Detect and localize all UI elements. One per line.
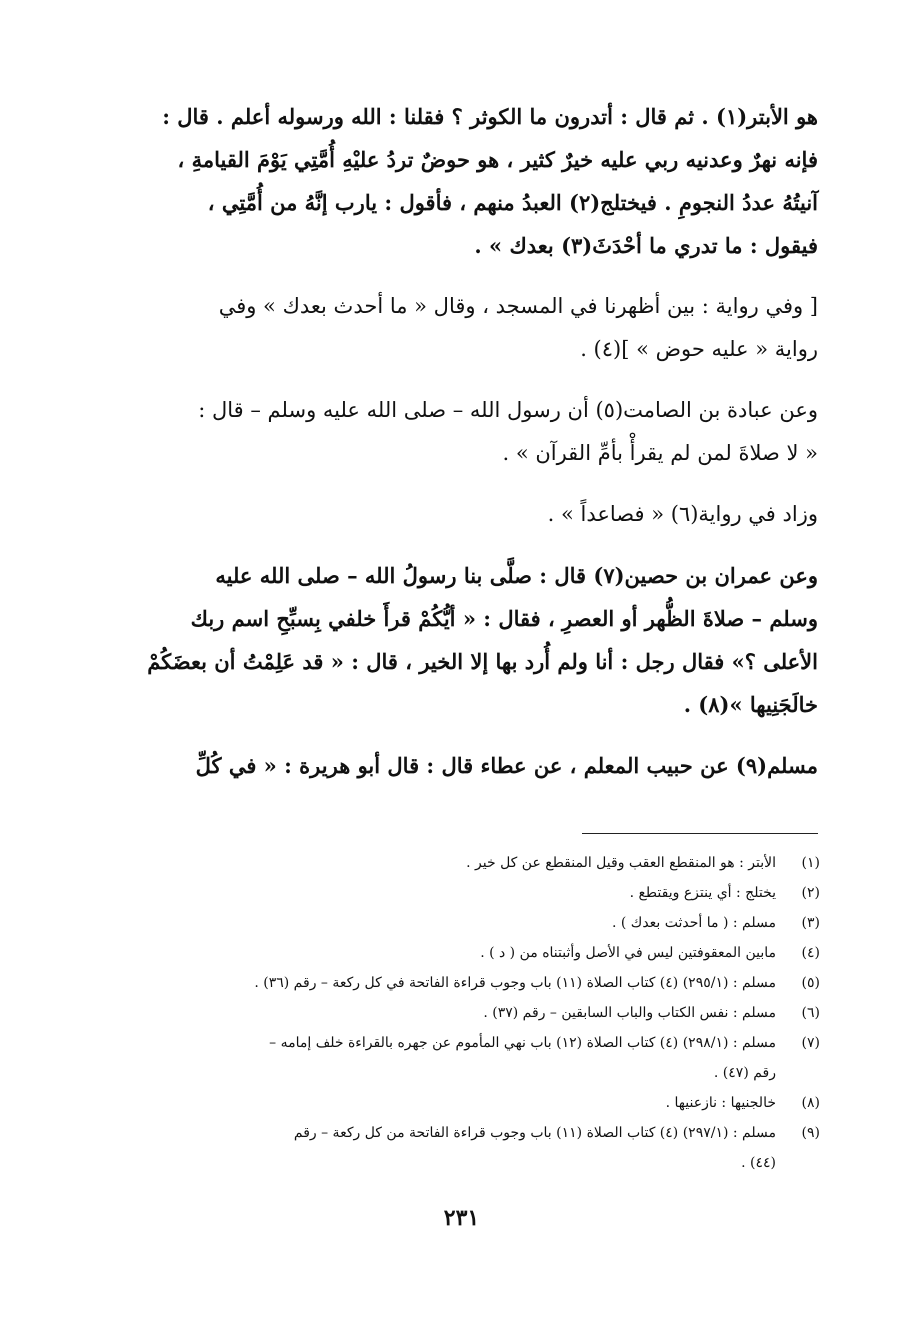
footnote-number: (٨): [801, 1095, 820, 1111]
paragraph-imran: [110, 554, 818, 726]
footnote-line: خالجنيها : نازعنيها .: [665, 1095, 776, 1111]
footnote-item: [100, 938, 824, 968]
footnote-text: [100, 878, 776, 908]
text-line: خالَجَنِيها »(٨) .: [683, 692, 818, 717]
footnote-item: [100, 1028, 824, 1088]
paragraph-zada: [110, 493, 818, 536]
text-line: [ وفي رواية : بين أظهرنا في المسجد ، وقال « ما أحدث بعدك » وفي: [218, 294, 818, 318]
footnote-number: (١): [801, 855, 820, 871]
text-line: « لا صلاةَ لمن لم يقرأْ بأمِّ القرآن » .: [502, 441, 818, 465]
footnote-text: [100, 1118, 776, 1178]
footnote-number: (٩): [801, 1125, 820, 1141]
footnote-line: مسلم : (٢٩٧/١) (٤) كتاب الصلاة (١١) باب وجوب قراءة الفاتحة من كل ركعة – رقم: [293, 1125, 776, 1141]
footnote-item: [100, 998, 824, 1028]
text-line: فيقول : ما تدري ما أحْدَثَ(٣) بعدك » .: [474, 233, 818, 258]
footnote-item: [100, 968, 824, 998]
text-line: وزاد في رواية(٦) « فصاعداً » .: [547, 502, 818, 526]
paragraph-kawthar: [110, 95, 818, 267]
footnote-text: [100, 908, 776, 938]
footnote-item: [100, 1118, 824, 1178]
footnote-line: مسلم : (٢٩٥/١) (٤) كتاب الصلاة (١١) باب وجوب قراءة الفاتحة في كل ركعة – رقم (٣٦) .: [254, 975, 776, 991]
footnote-number: (٧): [801, 1035, 820, 1051]
footnote-line: مسلم : نفس الكتاب والباب السابقين – رقم (٣٧) .: [483, 1005, 776, 1021]
text-line: فإنه نهرٌ وعدنيه ربي عليه خيرٌ كثير ، هو حوضٌ تردُ عليْهِ أُمَّتِي يَوْمَ القيامةِ ،: [177, 147, 818, 172]
footnote-number: (٦): [801, 1005, 820, 1021]
footnote-text: [100, 1028, 776, 1088]
footnote-line: يختلج : أي ينتزع ويقتطع .: [629, 885, 776, 901]
text-line: هو الأبتر(١) . ثم قال : أتدرون ما الكوثر ؟ فقلنا : الله ورسوله أعلم . قال :: [162, 104, 818, 129]
footnote-text: [100, 968, 776, 998]
paragraph-ubada: [110, 389, 818, 475]
footnote-text: [100, 848, 776, 878]
text-line: الأعلى ؟» فقال رجل : أنا ولم أُرد بها إلا الخير ، قال : « قد عَلِمْتُ أن بعضَكُمْ: [147, 649, 818, 674]
text-line: وعن عمران بن حصين(٧) قال : صلَّى بنا رسولُ الله – صلى الله عليه: [215, 563, 818, 588]
footnote-item: [100, 878, 824, 908]
main-text: [110, 95, 818, 787]
text-line: آنيتُهُ عددُ النجومِ . فيختلج(٢) العبدُ منهم ، فأقول : يارب إنَّهُ من أُمَّتِي ،: [207, 190, 818, 215]
footnote-item: [100, 908, 824, 938]
footnote-item: [100, 1088, 824, 1118]
paragraph-riwaya: [110, 285, 818, 371]
footnote-item: [100, 848, 824, 878]
footnote-number: (٢): [801, 885, 820, 901]
footnote-line: رقم (٤٧) .: [713, 1065, 776, 1081]
footnote-number: (٣): [801, 915, 820, 931]
footnote-line: مابين المعقوفتين ليس في الأصل وأثبتناه من ( د ) .: [480, 945, 776, 961]
footnote-text: [100, 1088, 776, 1118]
text-line: وعن عبادة بن الصامت(٥) أن رسول الله – صلى الله عليه وسلم – قال :: [198, 398, 818, 422]
paragraph-muslim: [110, 744, 818, 787]
footnote-line: مسلم : (٢٩٨/١) (٤) كتاب الصلاة (١٢) باب نهي المأموم عن جهره بالقراءة خلف إمامه –: [269, 1035, 776, 1051]
footnote-line: مسلم : ( ما أحدثت بعدك ) .: [611, 915, 776, 931]
footnote-divider: [582, 833, 818, 834]
text-line: رواية « عليه حوض » ](٤) .: [580, 337, 818, 361]
footnotes: [100, 848, 824, 1178]
footnote-text: [100, 998, 776, 1028]
footnote-line: الأبتر : هو المنقطع العقب وقيل المنقطع عن كل خير .: [466, 855, 776, 871]
footnote-number: (٤): [801, 945, 820, 961]
text-line: وسلم – صلاةَ الظُّهر أو العصرِ ، فقال : « أيُّكُمْ قرأَ خلفي بِسبِّحِ اسم ربك: [190, 606, 818, 631]
footnote-text: [100, 938, 776, 968]
footnote-line: (٤٤) .: [741, 1155, 776, 1171]
text-line: مسلم(٩) عن حبيب المعلم ، عن عطاء قال : قال أبو هريرة : « في كُلِّ: [195, 753, 818, 778]
footnote-number: (٥): [801, 975, 820, 991]
page-number: ٢٣١: [443, 1205, 480, 1231]
